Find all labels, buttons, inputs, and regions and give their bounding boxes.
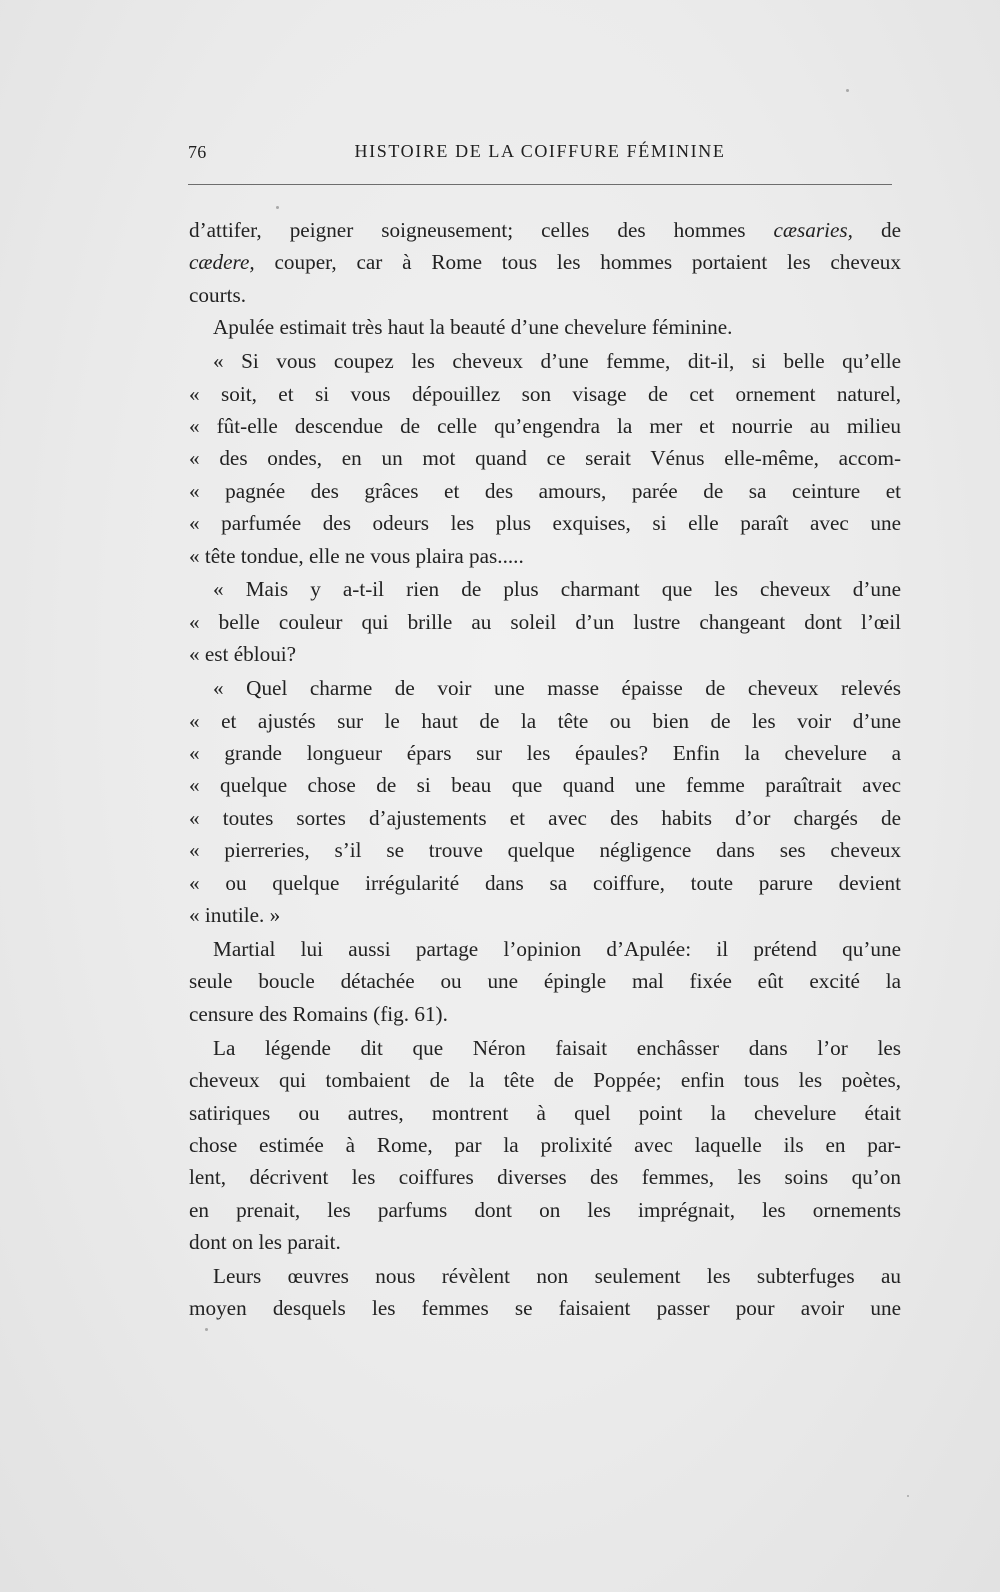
text-line: courts.: [189, 282, 247, 307]
paper-speck: [276, 206, 279, 209]
text-line: « Quel charme de voir une masse épaisse de cheveux relevés: [213, 676, 901, 701]
text-line: dont on les parait.: [189, 1230, 341, 1255]
text-line: « pagnée des grâces et des amours, parée de sa ceinture et: [189, 478, 901, 503]
italic-term: cædere,: [189, 250, 255, 275]
text-line: « et ajustés sur le haut de la tête ou bien de les voir d’une: [189, 708, 901, 733]
text-line: Leurs œuvres nous révèlent non seulement les subterfuges au: [213, 1264, 901, 1289]
header-rule: [188, 184, 892, 185]
text-line: « des ondes, en un mot quand ce serait Vénus elle-même, accom-: [189, 446, 901, 471]
italic-term: cæsaries,: [773, 218, 853, 242]
running-head: [188, 138, 892, 168]
text-line: lent, décrivent les coiffures diverses des femmes, les soins qu’on: [189, 1165, 901, 1190]
text-line: « parfumée des odeurs les plus exquises, si elle paraît avec une: [189, 511, 901, 536]
text-line: [189, 246, 901, 278]
text-line: « toutes sortes d’ajustements et avec des habits d’or chargés de: [189, 805, 901, 830]
text-run: de: [852, 218, 902, 242]
text-line: « est ébloui?: [189, 642, 297, 667]
text-line: « Si vous coupez les cheveux d’une femme, dit-il, si belle qu’elle: [213, 349, 901, 374]
paper-speck: [907, 1495, 909, 1497]
text-line: « Mais y a-t-il rien de plus charmant que les cheveux d’une: [213, 577, 901, 602]
running-title: HISTOIRE DE LA COIFFURE FÉMININE: [354, 141, 726, 161]
text-line: moyen desquels les femmes se faisaient passer pour avoir une: [189, 1296, 901, 1321]
text-line: seule boucle détachée ou une épingle mal fixée eût excité la: [189, 969, 901, 994]
text-line: Apulée estimait très haut la beauté d’une chevelure féminine.: [213, 315, 733, 340]
paper-speck: [205, 1328, 208, 1331]
text-line: Martial lui aussi partage l’opinion d’Apulée: il prétend qu’une: [213, 936, 901, 961]
text-line: censure des Romains (fig. 61).: [189, 1001, 448, 1026]
text-line: cheveux qui tombaient de la tête de Poppée; enfin tous les poètes,: [189, 1068, 901, 1093]
text-line: satiriques ou autres, montrent à quel point la chevelure était: [189, 1100, 901, 1125]
paper-speck: [846, 89, 849, 92]
body-text: [189, 214, 901, 1325]
text-line: La légende dit que Néron faisait enchâsser dans l’or les: [213, 1035, 901, 1060]
text-line: « inutile. »: [189, 902, 281, 927]
text-line: « pierreries, s’il se trouve quelque négligence dans ses cheveux: [189, 838, 901, 863]
text-line: en prenait, les parfums dont on les imprégnait, les ornements: [189, 1197, 901, 1222]
text-run: d’attifer, peigner soigneusement; celles des hommes: [189, 218, 774, 242]
text-line: [189, 214, 901, 246]
text-line: « grande longueur épars sur les épaules? Enfin la chevelure a: [189, 741, 901, 766]
page-number: 76: [188, 142, 207, 162]
text-line: « fût-elle descendue de celle qu’engendra la mer et nourrie au milieu: [189, 413, 901, 438]
text-line: « tête tondue, elle ne vous plaira pas.....: [189, 543, 524, 568]
text-line: chose estimée à Rome, par la prolixité avec laquelle ils en par-: [189, 1132, 901, 1157]
text-line: « soit, et si vous dépouillez son visage de cet ornement naturel,: [189, 381, 901, 406]
text-line: « quelque chose de si beau que quand une femme paraîtrait avec: [189, 773, 901, 798]
text-run: couper, car à Rome tous les hommes portaient les cheveux: [254, 250, 901, 275]
text-line: « belle couleur qui brille au soleil d’un lustre changeant dont l’œil: [189, 609, 901, 634]
text-line: « ou quelque irrégularité dans sa coiffure, toute parure devient: [189, 870, 901, 895]
